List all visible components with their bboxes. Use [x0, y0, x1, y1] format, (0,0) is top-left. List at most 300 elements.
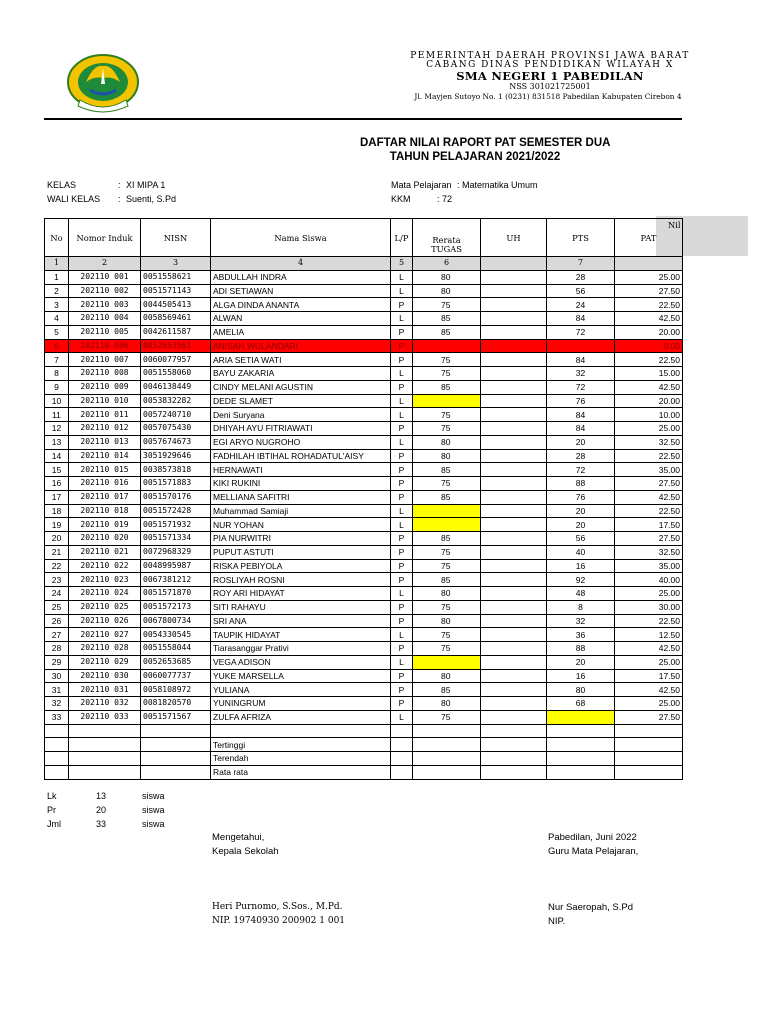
cell-nomor-induk: 202110 028: [69, 642, 141, 656]
colnum-5: 5: [391, 257, 413, 271]
cell-lp: P: [391, 683, 413, 697]
cell-lp: P: [391, 463, 413, 477]
cell-uh: [481, 312, 547, 326]
cell-nisn: 0057674673: [141, 435, 211, 449]
cell-pat: 22.50: [615, 298, 683, 312]
cell-pts: 48: [547, 587, 615, 601]
cell-uh: [481, 339, 547, 353]
cell-pat: 22.50: [615, 449, 683, 463]
cell-nama: HERNAWATI: [211, 463, 391, 477]
grades-table: [44, 218, 683, 780]
cell-pts: 20: [547, 504, 615, 518]
column-number-row: [45, 257, 683, 271]
cell-pts: 84: [547, 408, 615, 422]
cell-nisn: 0046138449: [141, 380, 211, 394]
cell-pat: 0.00: [615, 339, 683, 353]
student-row: [45, 270, 683, 284]
cell-pts: 36: [547, 628, 615, 642]
col-tugas-label: TUGAS: [431, 244, 462, 254]
cell-pat: 22.50: [615, 353, 683, 367]
student-row: [45, 463, 683, 477]
student-row: [45, 394, 683, 408]
cell-no: 21: [45, 545, 69, 559]
cell-pat: 42.50: [615, 642, 683, 656]
cell-tugas: 85: [413, 683, 481, 697]
cell-uh: [481, 669, 547, 683]
cell-nomor-induk: 202110 023: [69, 573, 141, 587]
cell-uh: [481, 422, 547, 436]
student-row: [45, 504, 683, 518]
cell-nisn: 3051929646: [141, 449, 211, 463]
cell-no: 19: [45, 518, 69, 532]
cell-tugas: 80: [413, 697, 481, 711]
cell-pts: 20: [547, 518, 615, 532]
cell-pat: 12.50: [615, 628, 683, 642]
col-nomor-induk: Nomor Induk: [69, 219, 141, 257]
cell-uh: [481, 270, 547, 284]
cell-nomor-induk: 202110 011: [69, 408, 141, 422]
cell-pat: 27.50: [615, 532, 683, 546]
mapel-value: : Matematika Umum: [457, 180, 538, 190]
cell-lp: P: [391, 339, 413, 353]
cell-nama: DEDE SLAMET: [211, 394, 391, 408]
cell-nisn: 0051571932: [141, 518, 211, 532]
cell-lp: L: [391, 655, 413, 669]
cell-no: 7: [45, 353, 69, 367]
cell-tugas: 75: [413, 559, 481, 573]
cell-pts: 32: [547, 614, 615, 628]
cell-nama: VEGA ADISON: [211, 655, 391, 669]
cell-nomor-induk: 202110 020: [69, 532, 141, 546]
colnum-3: 3: [141, 257, 211, 271]
col-uh: UH: [481, 219, 547, 257]
cell-nomor-induk: 202110 017: [69, 490, 141, 504]
cell-no: 13: [45, 435, 69, 449]
colnum-4: 4: [211, 257, 391, 271]
cell-no: 16: [45, 477, 69, 491]
student-row: [45, 380, 683, 394]
cell-pat: 15.00: [615, 367, 683, 381]
cell-uh: [481, 614, 547, 628]
cell-nama: MELLIANA SAFITRI: [211, 490, 391, 504]
cell-no: 23: [45, 573, 69, 587]
cell-nisn: 0044505413: [141, 298, 211, 312]
cell-no: 24: [45, 587, 69, 601]
cell-nomor-induk: 202110 018: [69, 504, 141, 518]
cell-lp: P: [391, 573, 413, 587]
cell-tugas: 75: [413, 422, 481, 436]
cell-nisn: 0051571334: [141, 532, 211, 546]
cell-nama: PUPUT ASTUTI: [211, 545, 391, 559]
cell-pat: 17.50: [615, 669, 683, 683]
cell-tugas: 80: [413, 270, 481, 284]
student-row: [45, 655, 683, 669]
cell-uh: [481, 367, 547, 381]
cell-nama: Muhammad Samiaji: [211, 504, 391, 518]
cell-uh: [481, 284, 547, 298]
cell-nama: DHIYAH AYU FITRIAWATI: [211, 422, 391, 436]
mapel-label: Mata Pelajaran: [391, 180, 452, 190]
cell-uh: [481, 435, 547, 449]
cell-tugas: [413, 518, 481, 532]
cell-pts: 56: [547, 532, 615, 546]
cell-lp: P: [391, 642, 413, 656]
cell-nisn: 0051571883: [141, 477, 211, 491]
cell-lp: L: [391, 504, 413, 518]
cell-nama: TAUPIK HIDAYAT: [211, 628, 391, 642]
cell-nisn: 0053832282: [141, 394, 211, 408]
cell-nisn: 0060077737: [141, 669, 211, 683]
cell-nomor-induk: 202110 015: [69, 463, 141, 477]
summary-lk-unit: siswa: [142, 791, 165, 801]
cell-nisn: 0054330545: [141, 628, 211, 642]
cell-tugas: 85: [413, 490, 481, 504]
cell-pat: 35.00: [615, 559, 683, 573]
cell-lp: L: [391, 394, 413, 408]
cell-uh: [481, 380, 547, 394]
cell-pts: 32: [547, 367, 615, 381]
cell-pat: 17.50: [615, 518, 683, 532]
cell-tugas: 75: [413, 545, 481, 559]
rata-rata-label: Rata rata: [211, 765, 391, 779]
cell-uh: [481, 697, 547, 711]
cell-no: 22: [45, 559, 69, 573]
cell-lp: L: [391, 312, 413, 326]
cell-no: 9: [45, 380, 69, 394]
student-row: [45, 600, 683, 614]
province-emblem-icon: [66, 54, 140, 114]
cell-lp: L: [391, 408, 413, 422]
cell-nama: ARIA SETIA WATI: [211, 353, 391, 367]
col-no: No: [45, 219, 69, 257]
cell-lp: P: [391, 353, 413, 367]
cell-tugas: [413, 339, 481, 353]
cell-no: 17: [45, 490, 69, 504]
cell-pts: 80: [547, 683, 615, 697]
cell-tugas: 75: [413, 477, 481, 491]
cell-lp: P: [391, 380, 413, 394]
cell-nama: ROY ARI HIDAYAT: [211, 587, 391, 601]
cell-nisn: 0060077957: [141, 353, 211, 367]
cell-pts: 88: [547, 477, 615, 491]
teacher-name: Nur Saeropah, S.Pd: [548, 902, 634, 913]
cell-lp: L: [391, 284, 413, 298]
cell-no: 27: [45, 628, 69, 642]
cell-pts: 88: [547, 642, 615, 656]
terendah-label: Terendah: [211, 752, 391, 766]
sig-left-line1: Mengetahui,: [212, 832, 265, 843]
cell-nama: SITI RAHAYU: [211, 600, 391, 614]
cell-nomor-induk: 202110 026: [69, 614, 141, 628]
cell-pts: 76: [547, 394, 615, 408]
cell-nama: Deni Suryana: [211, 408, 391, 422]
cell-nisn: 0067381212: [141, 573, 211, 587]
student-row: [45, 490, 683, 504]
cell-lp: P: [391, 600, 413, 614]
cell-lp: P: [391, 449, 413, 463]
cell-pat: 32.50: [615, 435, 683, 449]
cell-nama: Tiarasanggar Prativi: [211, 642, 391, 656]
principal-name: Heri Purnomo, S.Sos., M.Pd.: [212, 902, 343, 912]
cell-tugas: 80: [413, 614, 481, 628]
cell-nama: YUKE MARSELLA: [211, 669, 391, 683]
cell-nomor-induk: 202110 005: [69, 325, 141, 339]
summary-jml-unit: siswa: [142, 819, 165, 829]
cell-nisn: 0051571143: [141, 284, 211, 298]
colnum-2: 2: [69, 257, 141, 271]
cell-tugas: 80: [413, 284, 481, 298]
cell-nomor-induk: 202110 033: [69, 710, 141, 724]
col-nisn: NISN: [141, 219, 211, 257]
cell-lp: P: [391, 477, 413, 491]
cell-pts: 20: [547, 435, 615, 449]
cell-no: 12: [45, 422, 69, 436]
cell-pts: 8: [547, 600, 615, 614]
cell-tugas: 75: [413, 298, 481, 312]
col-lp: L/P: [391, 219, 413, 257]
cell-tugas: 85: [413, 463, 481, 477]
cell-nisn: 0052653561: [141, 339, 211, 353]
cell-tugas: 75: [413, 600, 481, 614]
cell-uh: [481, 573, 547, 587]
colnum-1: 1: [45, 257, 69, 271]
cell-tugas: [413, 504, 481, 518]
cell-nama: EGI ARYO NUGROHO: [211, 435, 391, 449]
student-row: [45, 449, 683, 463]
nilai-header-label: Nil: [668, 220, 681, 230]
wali-label: WALI KELAS: [47, 194, 101, 204]
cell-no: 26: [45, 614, 69, 628]
report-subtitle: TAHUN PELAJARAN 2021/2022: [389, 151, 561, 163]
cell-nomor-induk: 202110 002: [69, 284, 141, 298]
cell-nama: CINDY MELANI AGUSTIN: [211, 380, 391, 394]
cell-uh: [481, 449, 547, 463]
terendah-row: [45, 752, 683, 766]
student-row: [45, 284, 683, 298]
cell-tugas: 75: [413, 642, 481, 656]
sig-right-line1: Pabedilan, Juni 2022: [548, 832, 637, 843]
cell-tugas: 80: [413, 435, 481, 449]
cell-tugas: [413, 655, 481, 669]
cell-pat: 25.00: [615, 655, 683, 669]
cell-nomor-induk: 202110 022: [69, 559, 141, 573]
cell-pat: 32.50: [615, 545, 683, 559]
cell-nomor-induk: 202110 003: [69, 298, 141, 312]
teacher-nip: NIP.: [548, 916, 566, 927]
cell-pat: 42.50: [615, 490, 683, 504]
cell-nisn: 0051570176: [141, 490, 211, 504]
cell-nomor-induk: 202110 009: [69, 380, 141, 394]
cell-nomor-induk: 202110 008: [69, 367, 141, 381]
cell-no: 15: [45, 463, 69, 477]
kkm-value: : 72: [437, 194, 453, 204]
cell-no: 11: [45, 408, 69, 422]
cell-pts: [547, 710, 615, 724]
cell-uh: [481, 490, 547, 504]
kkm-label: KKM: [391, 194, 411, 204]
cell-nama: ADI SETIAWAN: [211, 284, 391, 298]
cell-nomor-induk: 202110 014: [69, 449, 141, 463]
cell-nama: SRI ANA: [211, 614, 391, 628]
cell-nama: AMELIA: [211, 325, 391, 339]
header-line-2: CABANG DINAS PENDIDIKAN WILAYAH X: [426, 60, 674, 70]
cell-nisn: 0051558621: [141, 270, 211, 284]
cell-nisn: 0042611587: [141, 325, 211, 339]
student-row: [45, 669, 683, 683]
cell-lp: L: [391, 587, 413, 601]
cell-nama: KIKI RUKINI: [211, 477, 391, 491]
col-nama: Nama Siswa: [211, 219, 391, 257]
student-row: [45, 435, 683, 449]
cell-nomor-induk: 202110 032: [69, 697, 141, 711]
student-row: [45, 532, 683, 546]
student-row: [45, 573, 683, 587]
cell-no: 33: [45, 710, 69, 724]
cell-nomor-induk: 202110 016: [69, 477, 141, 491]
student-row: [45, 339, 683, 353]
cell-lp: P: [391, 325, 413, 339]
colnum-6: 6: [413, 257, 481, 271]
cell-pat: 27.50: [615, 710, 683, 724]
cell-nisn: 0051571567: [141, 710, 211, 724]
student-row: [45, 683, 683, 697]
cell-lp: P: [391, 669, 413, 683]
cell-nama: YULIANA: [211, 683, 391, 697]
cell-tugas: 85: [413, 380, 481, 394]
cell-uh: [481, 559, 547, 573]
cell-lp: P: [391, 545, 413, 559]
cell-pat: 20.00: [615, 394, 683, 408]
principal-nip: NIP. 19740930 200902 1 001: [212, 916, 346, 926]
cell-nama: NUR YOHAN: [211, 518, 391, 532]
cell-uh: [481, 710, 547, 724]
cell-no: 1: [45, 270, 69, 284]
cell-lp: P: [391, 614, 413, 628]
cell-pts: 40: [547, 545, 615, 559]
header-line-1: PEMERINTAH DAERAH PROVINSI JAWA BARAT: [410, 51, 690, 61]
cell-uh: [481, 683, 547, 697]
cell-nisn: 0051558044: [141, 642, 211, 656]
cell-pat: 42.50: [615, 380, 683, 394]
cell-nomor-induk: 202110 004: [69, 312, 141, 326]
student-row: [45, 312, 683, 326]
cell-no: 5: [45, 325, 69, 339]
cell-pts: 24: [547, 298, 615, 312]
cell-nomor-induk: 202110 031: [69, 683, 141, 697]
cell-no: 8: [45, 367, 69, 381]
cell-pts: 72: [547, 325, 615, 339]
cell-lp: L: [391, 628, 413, 642]
cell-no: 32: [45, 697, 69, 711]
cell-pts: 92: [547, 573, 615, 587]
cell-nama: ANISAH WULANDARI: [211, 339, 391, 353]
rata-rata-row: [45, 765, 683, 779]
colnum-blank-2: [615, 257, 683, 271]
student-row: [45, 325, 683, 339]
cell-no: 25: [45, 600, 69, 614]
summary-lk-count: 13: [96, 791, 107, 801]
summary-pr-unit: siswa: [142, 805, 165, 815]
cell-no: 2: [45, 284, 69, 298]
cell-nama: ABDULLAH INDRA: [211, 270, 391, 284]
cell-no: 31: [45, 683, 69, 697]
cell-nomor-induk: 202110 027: [69, 628, 141, 642]
cell-pts: 56: [547, 284, 615, 298]
cell-lp: L: [391, 710, 413, 724]
kelas-label: KELAS: [47, 180, 77, 190]
cell-pts: 16: [547, 559, 615, 573]
cell-uh: [481, 655, 547, 669]
summary-lk-label: Lk: [47, 791, 57, 801]
cell-nama: FADHILAH IBTIHAL ROHADATUL'AISY: [211, 449, 391, 463]
colnum-blank-1: [481, 257, 547, 271]
cell-no: 14: [45, 449, 69, 463]
cell-nisn: 0051571870: [141, 587, 211, 601]
cell-lp: L: [391, 435, 413, 449]
cell-tugas: 75: [413, 408, 481, 422]
cell-pts: 28: [547, 449, 615, 463]
cell-nisn: 0038573818: [141, 463, 211, 477]
cell-pat: 42.50: [615, 312, 683, 326]
cell-uh: [481, 463, 547, 477]
cell-uh: [481, 353, 547, 367]
cell-pat: 35.00: [615, 463, 683, 477]
summary-jml-count: 33: [96, 819, 107, 829]
cell-pat: 25.00: [615, 422, 683, 436]
student-row: [45, 697, 683, 711]
cell-lp: L: [391, 518, 413, 532]
student-row: [45, 353, 683, 367]
cell-pts: [547, 339, 615, 353]
blank-row: [45, 724, 683, 738]
cell-no: 18: [45, 504, 69, 518]
cell-pat: 22.50: [615, 504, 683, 518]
cell-uh: [481, 298, 547, 312]
cell-nomor-induk: 202110 019: [69, 518, 141, 532]
student-row: [45, 642, 683, 656]
school-address: Jl. Mayjen Sutoyo No. 1 (0231) 831518 Pabedilan Kabupaten Cirebon 4: [414, 92, 682, 101]
cell-nisn: 0058569461: [141, 312, 211, 326]
cell-pat: 25.00: [615, 587, 683, 601]
school-nss: NSS 301021725001: [509, 82, 591, 91]
student-row: [45, 367, 683, 381]
student-row: [45, 545, 683, 559]
cell-nisn: 0048995987: [141, 559, 211, 573]
student-row: [45, 298, 683, 312]
cell-uh: [481, 325, 547, 339]
cell-uh: [481, 504, 547, 518]
cell-lp: L: [391, 367, 413, 381]
wali-value: Suenti, S.Pd: [126, 194, 177, 204]
cell-no: 10: [45, 394, 69, 408]
cell-nisn: 0081820570: [141, 697, 211, 711]
cell-lp: L: [391, 270, 413, 284]
cell-uh: [481, 394, 547, 408]
tertinggi-label: Tertinggi: [211, 738, 391, 752]
cell-uh: [481, 628, 547, 642]
cell-pts: 16: [547, 669, 615, 683]
cell-nisn: 0057075430: [141, 422, 211, 436]
cell-nama: ALGA DINDA ANANTA: [211, 298, 391, 312]
col-rerata-tugas: [413, 219, 481, 257]
cell-nomor-induk: 202110 025: [69, 600, 141, 614]
wali-separator: :: [118, 194, 121, 204]
cell-pts: 72: [547, 463, 615, 477]
cell-tugas: 75: [413, 367, 481, 381]
cell-no: 20: [45, 532, 69, 546]
cell-nomor-induk: 202110 001: [69, 270, 141, 284]
cell-lp: P: [391, 532, 413, 546]
